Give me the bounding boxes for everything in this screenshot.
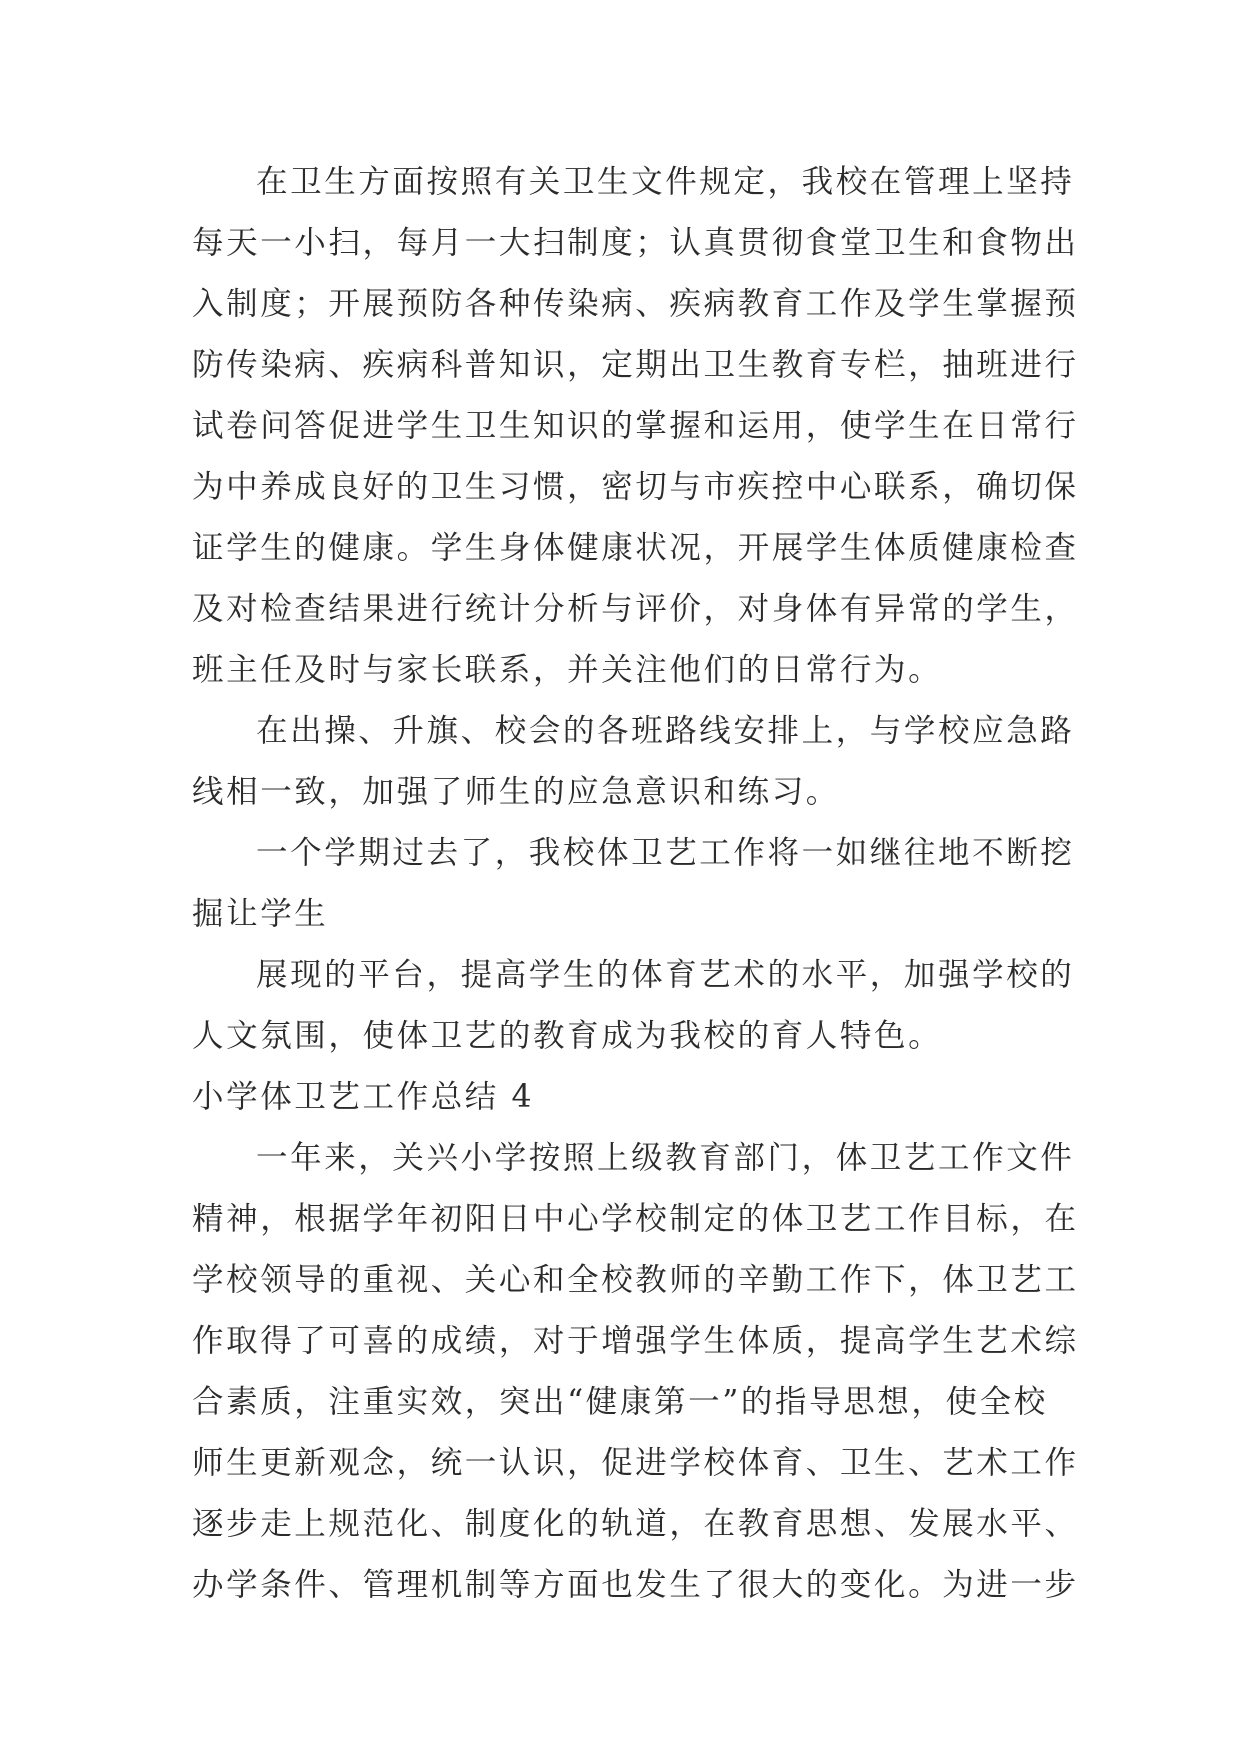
text-line: 在卫生方面按照有关卫生文件规定，我校在管理上坚持 [256, 164, 1075, 200]
text-line: 班主任及时与家长联系，并关注他们的日常行为。 [192, 652, 943, 688]
text-line: 入制度；开展预防各种传染病、疾病教育工作及学生掌握预 [192, 286, 1079, 322]
text-line: 为中养成良好的卫生习惯，密切与市疾控中心联系，确切保 [192, 469, 1079, 505]
text-line: 在出操、升旗、校会的各班路线安排上，与学校应急路 [256, 713, 1075, 749]
text-line: 学校领导的重视、关心和全校教师的辛勤工作下，体卫艺工 [192, 1262, 1079, 1298]
text-line: 展现的平台，提高学生的体育艺术的水平，加强学校的 [256, 957, 1075, 993]
document-body [192, 152, 1079, 1616]
text-line: 线相一致，加强了师生的应急意识和练习。 [192, 774, 840, 810]
text-line: 防传染病、疾病科普知识，定期出卫生教育专栏，抽班进行 [192, 347, 1079, 383]
text-line: 掘让学生 [192, 896, 329, 932]
text-line: 每天一小扫，每月一大扫制度；认真贯彻食堂卫生和食物出 [192, 225, 1079, 261]
text-line: 及对检查结果进行统计分析与评价，对身体有异常的学生， [192, 591, 1079, 627]
text-line: 办学条件、管理机制等方面也发生了很大的变化。为进一步 [192, 1567, 1079, 1603]
text-line: 一个学期过去了，我校体卫艺工作将一如继往地不断挖 [256, 835, 1075, 871]
text-line: 作取得了可喜的成绩，对于增强学生体质，提高学生艺术综 [192, 1323, 1079, 1359]
text-line: 人文氛围，使体卫艺的教育成为我校的育人特色。 [192, 1018, 943, 1054]
text-line: 精神，根据学年初阳日中心学校制定的体卫艺工作目标，在 [192, 1201, 1079, 1237]
text-line: 逐步走上规范化、制度化的轨道，在教育思想、发展水平、 [192, 1506, 1079, 1542]
text-line: 证学生的健康。学生身体健康状况，开展学生体质健康检查 [192, 530, 1079, 566]
text-line: 合素质，注重实效，突出“健康第一”的指导思想，使全校 [192, 1384, 1048, 1420]
text-line: 试卷问答促进学生卫生知识的掌握和运用，使学生在日常行 [192, 408, 1079, 444]
text-line: 师生更新观念，统一认识，促进学校体育、卫生、艺术工作 [192, 1445, 1079, 1481]
text-line: 一年来，关兴小学按照上级教育部门，体卫艺工作文件 [256, 1140, 1075, 1176]
text-line: 小学体卫艺工作总结 4 [192, 1079, 535, 1115]
